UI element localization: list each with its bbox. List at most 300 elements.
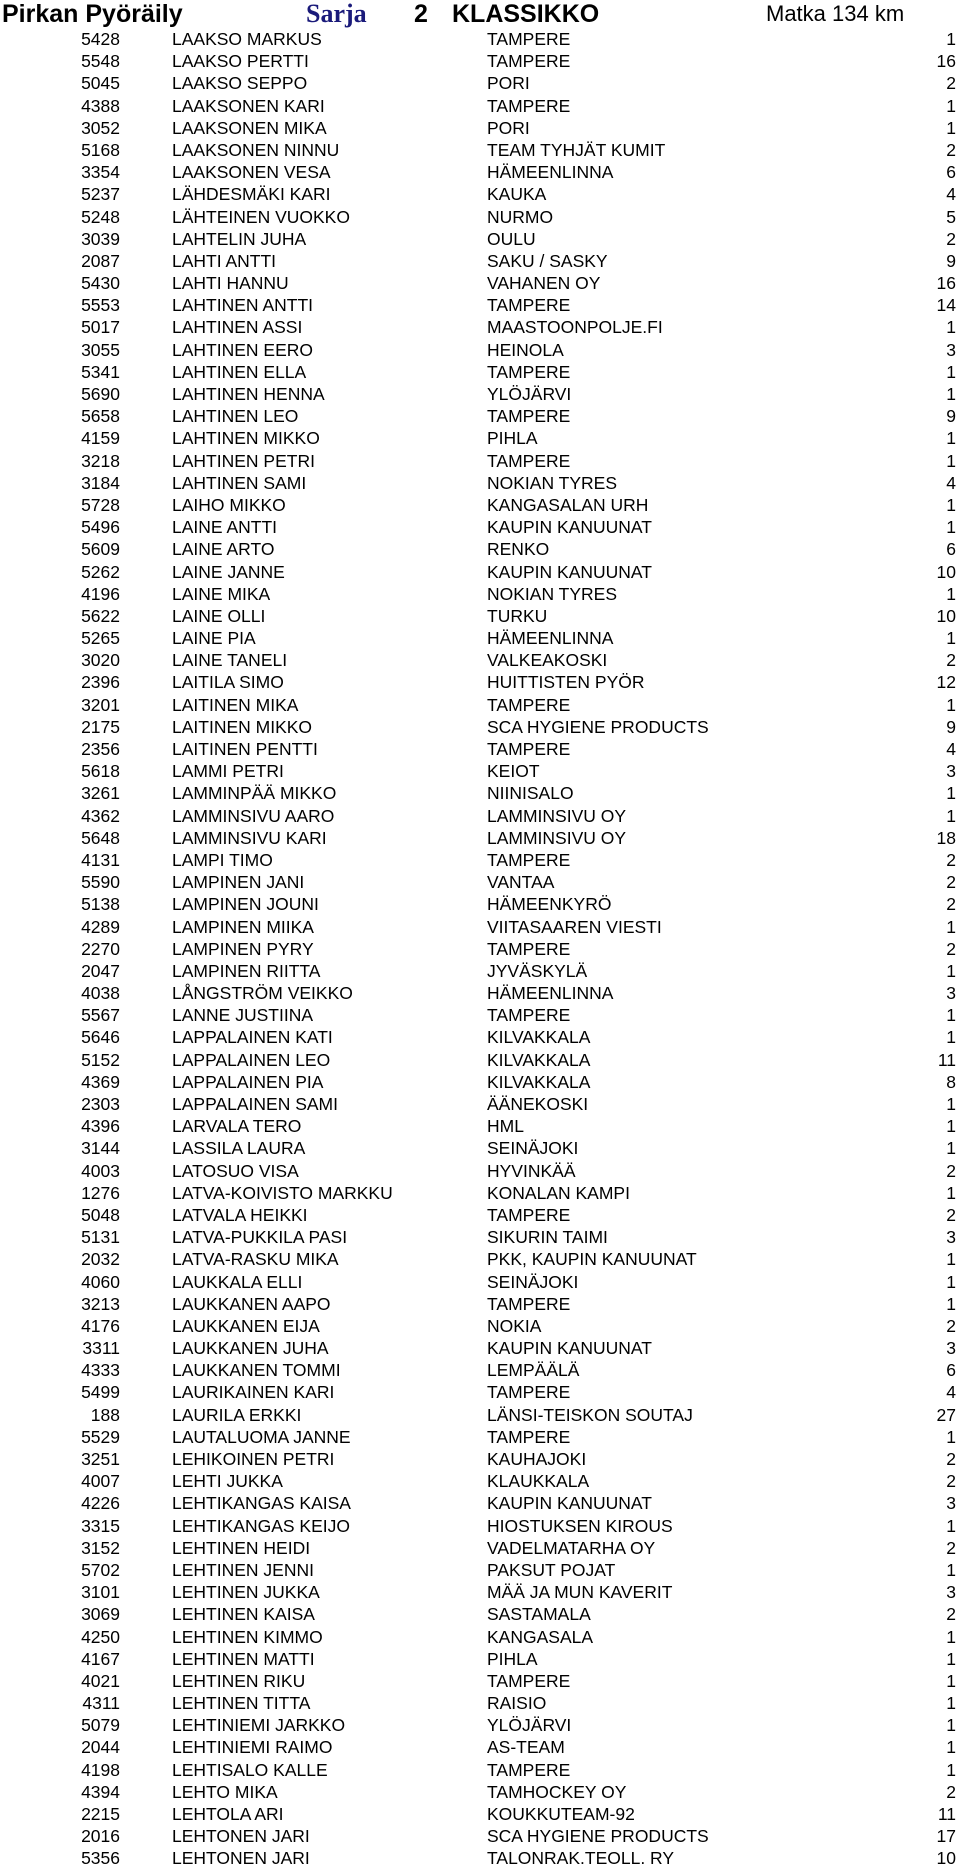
participation-count: 1 [946, 1094, 956, 1114]
list-item [0, 272, 960, 294]
participation-count: 1 [946, 1271, 956, 1292]
list-item [0, 1648, 960, 1670]
participation-count: 1 [946, 1559, 956, 1580]
list-item [0, 671, 960, 693]
participant-club: LAMMINSIVU OY [487, 805, 627, 826]
list-item [0, 1271, 960, 1293]
participant-name: LEHTINEN JENNI [172, 1559, 314, 1580]
participant-club: KAUKA [487, 184, 547, 205]
list-item [0, 649, 960, 671]
participation-count: 8 [946, 1071, 956, 1092]
participant-number: 188 [90, 1404, 120, 1425]
participant-number: 5045 [81, 73, 120, 94]
participant-number: 5499 [81, 1382, 120, 1403]
participation-count: 6 [946, 539, 956, 560]
participant-club: NURMO [487, 206, 554, 227]
participant-name: LAHTINEN SAMI [172, 472, 307, 493]
list-item [0, 605, 960, 627]
participant-name: LAITILA SIMO [172, 672, 284, 693]
participation-count: 2 [946, 1537, 956, 1558]
list-item [0, 583, 960, 605]
list-item [0, 1337, 960, 1359]
list-item [0, 694, 960, 716]
list-item [0, 72, 960, 94]
participant-club: TAMPERE [487, 295, 571, 316]
participant-name: LAAKSONEN VESA [172, 162, 331, 183]
participant-name: LEHIKOINEN PETRI [172, 1449, 335, 1469]
participant-name: LAAKSO MARKUS [172, 29, 322, 49]
list-item [0, 405, 960, 427]
participant-name: LEHTINEN KIMMO [172, 1626, 323, 1647]
participant-number: 5496 [81, 517, 120, 538]
participation-count: 1 [946, 583, 956, 604]
participant-number: 3069 [81, 1604, 120, 1625]
participation-count: 1 [946, 1182, 956, 1203]
list-item [0, 1736, 960, 1758]
list-item [0, 1603, 960, 1625]
participant-name: LAPPALAINEN LEO [172, 1049, 331, 1070]
participant-number: 2215 [81, 1804, 120, 1824]
participant-number: 5248 [81, 206, 120, 227]
list-item [0, 1071, 960, 1093]
participant-number: 4250 [81, 1626, 120, 1647]
participation-count: 18 [936, 827, 956, 848]
participation-count: 1 [946, 1005, 956, 1026]
participant-club: AS-TEAM [487, 1737, 565, 1758]
participant-name: LATVA-PUKKILA PASI [172, 1227, 348, 1248]
participation-count: 2 [946, 73, 956, 94]
participation-count: 1 [946, 1670, 956, 1691]
participant-club: KILVAKKALA [487, 1071, 591, 1092]
participation-count: 6 [946, 1360, 956, 1381]
list-item [0, 1559, 960, 1581]
participant-club: TAMPERE [487, 938, 571, 959]
participant-club: HÄMEENKYRÖ [487, 894, 612, 915]
list-item [0, 250, 960, 272]
participant-number: 2044 [81, 1737, 120, 1758]
participant-club: TAMHOCKEY OY [487, 1781, 627, 1802]
list-item [0, 1004, 960, 1026]
participant-number: 2047 [81, 960, 120, 981]
participant-club: TAMPERE [487, 1293, 571, 1314]
participation-count: 1 [946, 1648, 956, 1669]
participant-name: LAITINEN MIKA [172, 694, 299, 715]
list-item [0, 893, 960, 915]
participant-name: LAHTINEN PETRI [172, 450, 315, 471]
list-item [0, 1426, 960, 1448]
participant-number: 3218 [81, 450, 120, 471]
participation-count: 1 [946, 1426, 956, 1447]
participation-count: 4 [946, 472, 956, 493]
list-item [0, 361, 960, 383]
participant-name: LAMPINEN JOUNI [172, 894, 319, 915]
participant-number: 5168 [81, 139, 120, 160]
participant-name: LAMPI TIMO [172, 849, 273, 870]
participation-count: 9 [946, 250, 956, 271]
participant-name: LAUKKANEN TOMMI [172, 1360, 341, 1381]
list-item [0, 1581, 960, 1603]
participant-name: LAAKSONEN KARI [172, 95, 325, 116]
participation-count: 1 [946, 1293, 956, 1314]
participant-club: KANGASALAN URH [487, 494, 649, 515]
participant-number: 5430 [81, 273, 120, 294]
participant-name: LAMMINSIVU KARI [172, 827, 327, 848]
participant-club: PIHLA [487, 1648, 538, 1669]
list-item [0, 1847, 960, 1869]
participant-name: LAHTINEN LEO [172, 406, 299, 427]
participation-count: 2 [946, 1471, 956, 1492]
participant-number: 3354 [81, 162, 120, 183]
list-item [0, 1781, 960, 1803]
participant-name: LEHTO MIKA [172, 1781, 278, 1802]
participant-club: TAMPERE [487, 361, 571, 382]
list-item [0, 427, 960, 449]
series-class: KLASSIKKO [452, 0, 600, 28]
participant-club: TAMPERE [487, 694, 571, 715]
participant-name: LEHTINIEMI RAIMO [172, 1737, 333, 1758]
participant-name: LEHTONEN JARI [172, 1826, 310, 1847]
participant-name: LÄHTEINEN VUOKKO [172, 206, 350, 227]
participant-club: TAMPERE [487, 1005, 571, 1026]
list-item [0, 206, 960, 228]
participant-number: 3251 [81, 1449, 120, 1469]
participant-number: 4038 [81, 983, 120, 1004]
participation-count: 1 [946, 1759, 956, 1780]
participant-number: 4311 [82, 1693, 120, 1714]
distance-label: Matka 134 km [766, 1, 905, 26]
participation-count: 2 [946, 1315, 956, 1336]
participant-name: LAINE ANTTI [172, 517, 278, 538]
participant-club: TEAM TYHJÄT KUMIT [487, 139, 666, 160]
participant-club: KONALAN KAMPI [487, 1182, 630, 1203]
list-item [0, 1492, 960, 1514]
participation-count: 3 [946, 1227, 956, 1248]
participation-count: 2 [946, 1781, 956, 1802]
participant-club: VADELMATARHA OY [487, 1537, 656, 1558]
participation-count: 1 [946, 960, 956, 981]
list-item [0, 1026, 960, 1048]
list-item [0, 1137, 960, 1159]
participant-club: SASTAMALA [487, 1604, 591, 1625]
participant-name: LEHTIKANGAS KEIJO [172, 1515, 350, 1536]
list-item [0, 982, 960, 1004]
participant-number: 3052 [81, 117, 120, 138]
participant-name: LATOSUO VISA [172, 1160, 299, 1181]
participant-number: 4007 [81, 1471, 120, 1492]
list-item [0, 294, 960, 316]
participation-count: 4 [946, 739, 956, 759]
participant-club: HYVINKÄÄ [487, 1160, 576, 1181]
list-item [0, 1315, 960, 1337]
participant-name: LAHTINEN HENNA [172, 384, 325, 404]
participation-count: 1 [946, 494, 956, 515]
participant-number: 4333 [81, 1360, 120, 1381]
participant-number: 4369 [81, 1071, 120, 1092]
participant-name: LAINE JANNE [172, 561, 285, 582]
participation-count: 4 [946, 184, 956, 205]
participation-count: 2 [946, 1160, 956, 1181]
participant-club: YLÖJÄRVI [487, 1715, 572, 1736]
participant-number: 2356 [81, 739, 120, 759]
participant-number: 4394 [81, 1781, 120, 1802]
participant-club: TAMPERE [487, 739, 571, 759]
participant-club: NIINISALO [487, 783, 574, 804]
list-item [0, 849, 960, 871]
participant-number: 4176 [81, 1315, 120, 1336]
participation-count: 3 [946, 983, 956, 1004]
list-item [0, 782, 960, 804]
participant-club: KAUPIN KANUUNAT [487, 1338, 652, 1359]
list-item [0, 450, 960, 472]
participant-number: 5622 [81, 605, 120, 626]
list-item [0, 561, 960, 583]
participant-club: OULU [487, 228, 536, 249]
participant-number: 5658 [81, 406, 120, 427]
list-item [0, 1825, 960, 1847]
participant-club: TAMPERE [487, 1204, 571, 1225]
participation-count: 1 [946, 1715, 956, 1736]
participant-number: 2087 [81, 250, 120, 271]
participant-club: MAASTOONPOLJE.FI [487, 317, 663, 338]
participant-name: LEHTIKANGAS KAISA [172, 1493, 351, 1514]
participant-club: KAUPIN KANUUNAT [487, 517, 652, 538]
series-number: 2 [414, 0, 428, 28]
participant-number: 3144 [81, 1138, 120, 1159]
participant-name: LAHTI ANTTI [172, 250, 277, 271]
participant-name: LAMPINEN JANI [172, 872, 305, 893]
participation-count: 11 [937, 1049, 956, 1070]
participant-number: 5428 [81, 29, 120, 49]
list-item [0, 1803, 960, 1825]
list-item [0, 1204, 960, 1226]
participant-club: RAISIO [487, 1693, 547, 1714]
participant-club: KEIOT [487, 761, 540, 782]
list-item [0, 1115, 960, 1137]
participation-count: 1 [946, 428, 956, 449]
participation-count: 1 [946, 916, 956, 937]
participant-number: 4362 [81, 805, 120, 826]
participant-number: 3311 [82, 1338, 120, 1359]
participant-club: PORI [487, 117, 530, 138]
participation-count: 1 [946, 317, 956, 338]
participant-name: LAINE PIA [172, 628, 256, 649]
participation-count: 2 [946, 849, 956, 870]
participant-name: LAHTI HANNU [172, 273, 289, 294]
participant-number: 4396 [81, 1116, 120, 1137]
participant-club: TAMPERE [487, 1382, 571, 1403]
participation-count: 2 [946, 894, 956, 915]
participant-number: 5265 [81, 628, 120, 649]
participant-name: LAUKKANEN EIJA [172, 1315, 320, 1336]
list-item [0, 183, 960, 205]
participation-count: 3 [946, 1582, 956, 1603]
list-item [0, 117, 960, 139]
participant-club: SEINÄJOKI [487, 1138, 579, 1159]
participant-club: HÄMEENLINNA [487, 162, 614, 183]
participant-name: LAHTINEN EERO [172, 339, 313, 360]
participant-number: 3152 [81, 1537, 120, 1558]
participation-count: 1 [946, 361, 956, 382]
participant-name: LASSILA LAURA [172, 1138, 306, 1159]
participation-count: 9 [946, 716, 956, 737]
participant-number: 2175 [81, 716, 120, 737]
participant-name: LAINE OLLI [172, 605, 266, 626]
participation-count: 1 [946, 1693, 956, 1714]
participant-club: HEINOLA [487, 339, 564, 360]
participant-club: TAMPERE [487, 1426, 571, 1447]
participant-number: 4226 [81, 1493, 120, 1514]
participation-count: 16 [936, 273, 956, 294]
list-item [0, 1248, 960, 1270]
participant-name: LEHTI JUKKA [172, 1471, 283, 1492]
list-item [0, 1359, 960, 1381]
participant-number: 4289 [81, 916, 120, 937]
participation-count: 2 [946, 139, 956, 160]
list-item [0, 472, 960, 494]
participant-club: TALONRAK.TEOLL. RY [487, 1848, 675, 1869]
participation-count: 3 [946, 1493, 956, 1514]
participant-name: LEHTINEN MATTI [172, 1648, 315, 1669]
participant-club: VIITASAAREN VIESTI [487, 916, 662, 937]
series-label: Sarja [306, 0, 367, 28]
participant-club: NOKIAN TYRES [487, 472, 617, 493]
participant-club: SCA HYGIENE PRODUCTS [487, 1826, 709, 1847]
participant-club: PORI [487, 73, 530, 94]
participation-count: 1 [946, 783, 956, 804]
participation-count: 12 [936, 672, 956, 693]
participant-club: KANGASALA [487, 1626, 594, 1647]
list-item [0, 1759, 960, 1781]
participant-number: 5017 [81, 317, 120, 338]
participant-club: TURKU [487, 605, 548, 626]
participant-name: LAPPALAINEN KATI [172, 1027, 333, 1048]
participation-count: 1 [946, 29, 956, 49]
list-item [0, 1448, 960, 1470]
participation-count: 1 [946, 1626, 956, 1647]
participant-number: 5356 [81, 1848, 120, 1869]
participation-count: 1 [946, 517, 956, 538]
participant-name: LAMPINEN RIITTA [172, 960, 321, 981]
participant-number: 2270 [81, 938, 120, 959]
participant-name: LAMMINPÄÄ MIKKO [172, 783, 337, 804]
participant-name: LAINE TANELI [172, 650, 288, 671]
participant-name: LAMPINEN PYRY [172, 938, 314, 959]
participant-number: 5646 [81, 1027, 120, 1048]
list-item [0, 1049, 960, 1071]
list-item [0, 716, 960, 738]
participant-number: 5341 [81, 361, 120, 382]
participant-number: 5131 [81, 1227, 120, 1248]
participation-count: 1 [946, 1116, 956, 1137]
participant-number: 5702 [81, 1559, 120, 1580]
participant-name: LEHTINEN RIKU [172, 1670, 306, 1691]
participant-name: LAUKKANEN JUHA [172, 1338, 329, 1359]
list-item [0, 28, 960, 50]
list-item [0, 1692, 960, 1714]
participant-number: 4003 [81, 1160, 120, 1181]
participant-number: 3261 [81, 783, 120, 804]
participant-club: PAKSUT POJAT [487, 1559, 616, 1580]
list-item [0, 960, 960, 982]
participant-club: RENKO [487, 539, 550, 560]
participant-number: 1276 [81, 1182, 120, 1203]
participation-count: 9 [946, 406, 956, 427]
participant-name: LATVA-KOIVISTO MARKKU [172, 1182, 393, 1203]
list-item [0, 228, 960, 250]
participant-club: NOKIA [487, 1315, 542, 1336]
participant-number: 5152 [81, 1049, 120, 1070]
participant-name: LAPPALAINEN SAMI [172, 1094, 338, 1114]
participant-club: TAMPERE [487, 849, 571, 870]
list-item [0, 827, 960, 849]
participant-list [0, 28, 960, 1870]
list-item [0, 1714, 960, 1736]
participant-number: 5690 [81, 384, 120, 404]
participant-name: LAUTALUOMA JANNE [172, 1426, 351, 1447]
participant-number: 2032 [81, 1249, 120, 1270]
page-header [0, 0, 960, 30]
participant-name: LEHTOLA ARI [172, 1804, 284, 1824]
participant-number: 4167 [81, 1648, 120, 1669]
participant-club: HIOSTUKSEN KIROUS [487, 1515, 673, 1536]
list-item [0, 494, 960, 516]
participant-number: 5529 [81, 1426, 120, 1447]
list-item [0, 916, 960, 938]
participant-name: LEHTINEN TITTA [172, 1693, 311, 1714]
participant-number: 2016 [81, 1826, 120, 1847]
participant-name: LAITINEN MIKKO [172, 716, 313, 737]
participant-number: 3213 [81, 1293, 120, 1314]
list-item [0, 1093, 960, 1115]
participant-number: 4021 [81, 1670, 120, 1691]
participant-club: HÄMEENLINNA [487, 628, 614, 649]
participation-count: 6 [946, 162, 956, 183]
participation-count: 11 [937, 1804, 956, 1824]
participant-number: 3055 [81, 339, 120, 360]
participant-club: MÄÄ JA MUN KAVERIT [487, 1582, 673, 1603]
participant-number: 4388 [81, 95, 120, 116]
participant-club: TAMPERE [487, 406, 571, 427]
participant-club: KAUPIN KANUUNAT [487, 1493, 652, 1514]
participant-club: VALKEAKOSKI [487, 650, 608, 671]
list-item [0, 161, 960, 183]
participant-number: 3184 [81, 472, 120, 493]
participant-name: LAMMI PETRI [172, 761, 284, 782]
participant-club: KLAUKKALA [487, 1471, 590, 1492]
participant-club: ÄÄNEKOSKI [487, 1094, 589, 1114]
participation-count: 1 [946, 1138, 956, 1159]
participant-name: LAURIKAINEN KARI [172, 1382, 335, 1403]
participant-club: TAMPERE [487, 51, 571, 72]
participant-club: KILVAKKALA [487, 1027, 591, 1048]
list-item [0, 95, 960, 117]
list-item [0, 1670, 960, 1692]
list-item [0, 1182, 960, 1204]
participant-club: TAMPERE [487, 1759, 571, 1780]
participant-club: TAMPERE [487, 1670, 571, 1691]
participation-count: 5 [946, 206, 956, 227]
participant-number: 5590 [81, 872, 120, 893]
participant-name: LAMPINEN MIIKA [172, 916, 314, 937]
participant-name: LANNE JUSTIINA [172, 1005, 313, 1026]
participation-count: 1 [946, 117, 956, 138]
participation-count: 1 [946, 1249, 956, 1270]
participant-number: 5262 [81, 561, 120, 582]
participation-count: 4 [946, 1382, 956, 1403]
participant-number: 3315 [81, 1515, 120, 1536]
participation-count: 16 [936, 51, 956, 72]
participant-name: LAHTINEN ASSI [172, 317, 303, 338]
